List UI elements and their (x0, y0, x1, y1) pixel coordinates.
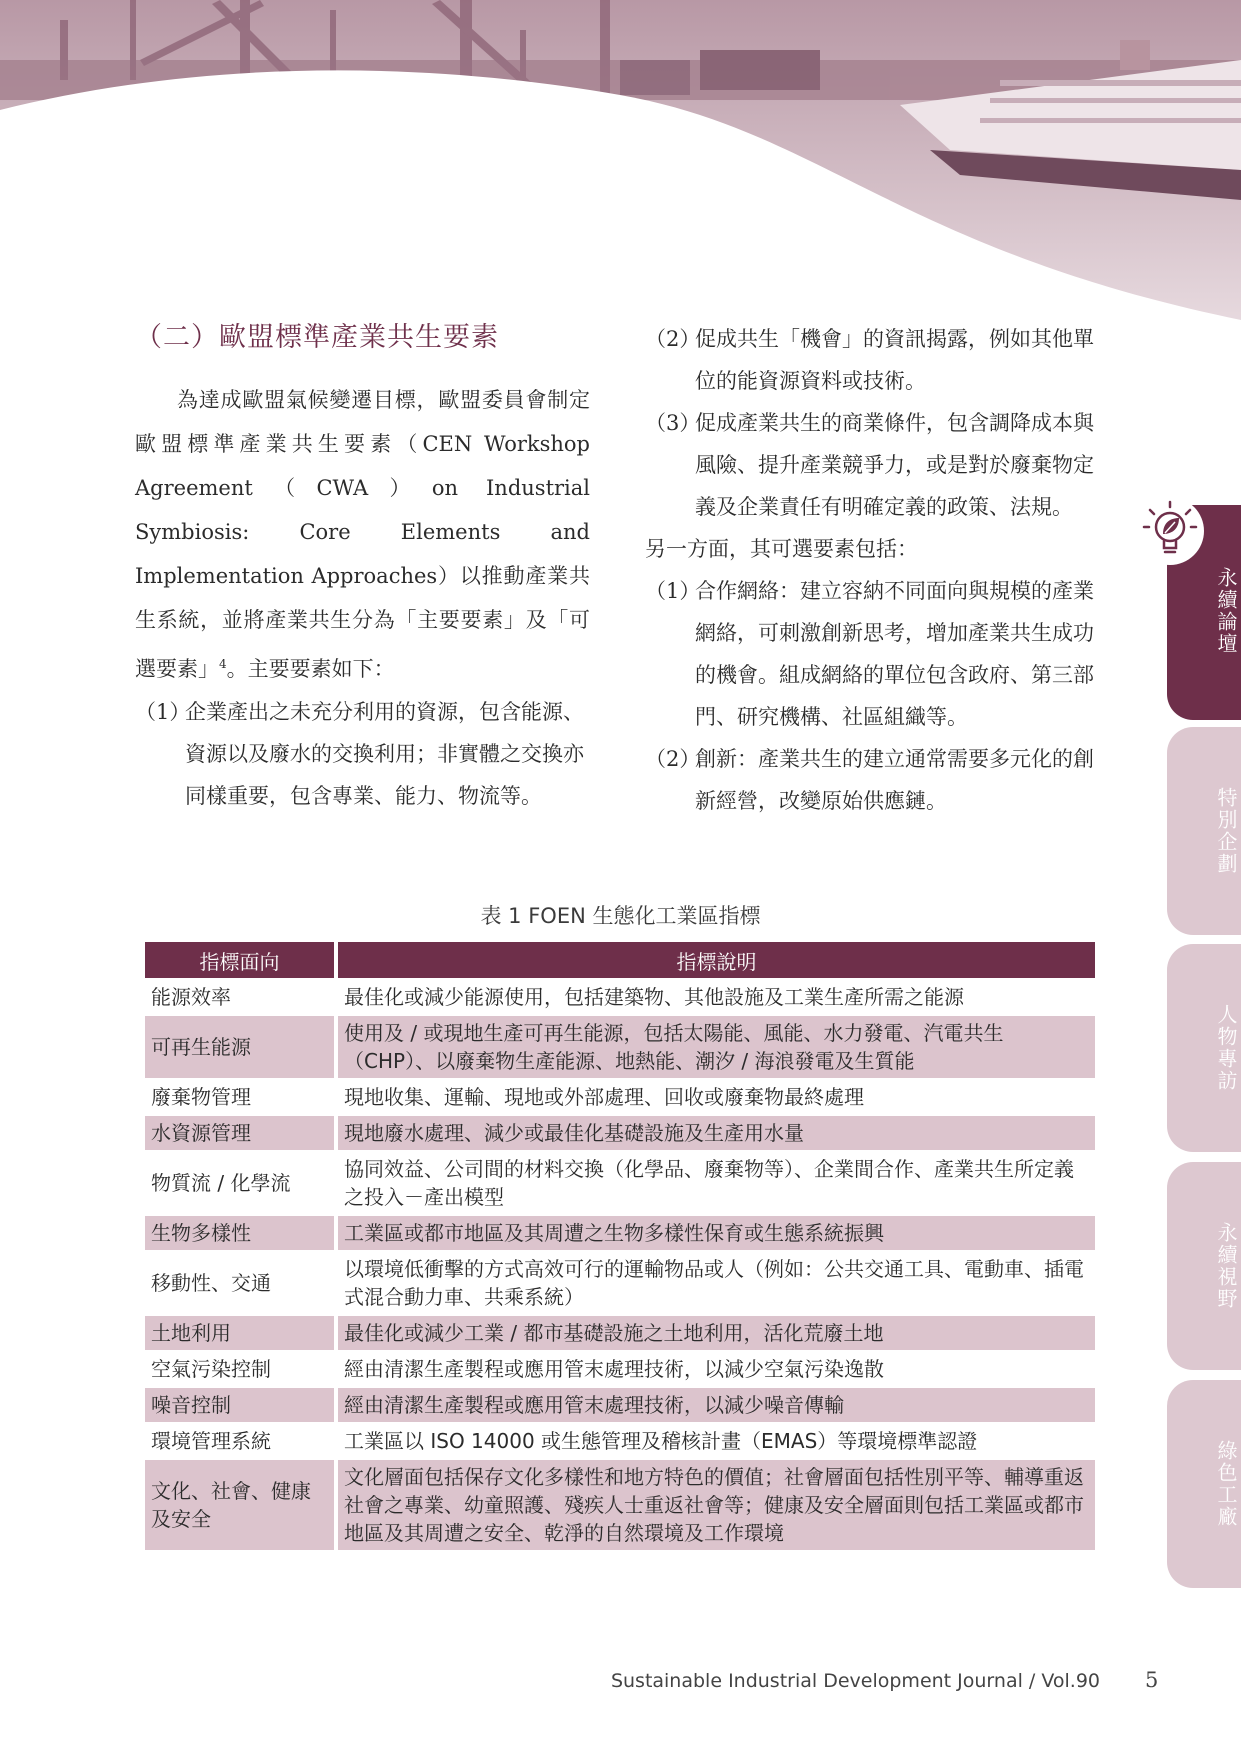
table-row (145, 1352, 1095, 1386)
table-header-description: 指標說明 (338, 942, 1095, 978)
tab-label: 特別企劃 (1214, 787, 1238, 875)
optional-intro: 另一方面，其可選要素包括： (645, 537, 918, 561)
list-item-text: 創新：產業共生的建立通常需要多元化的創新經營，改變原始供應鏈。 (695, 747, 1094, 813)
intro-paragraph (135, 378, 590, 691)
table-row (145, 980, 1095, 1014)
list-item-text: 促成產業共生的商業條件，包含調降成本與風險、提升產業競爭力，或是對於廢棄物定義及企業責任有明確定義的政策、法規。 (695, 411, 1094, 519)
list-item (645, 738, 1105, 822)
list-item-text: 企業產出之未充分利用的資源，包含能源、資源以及廢水的交換利用；非實體之交換亦同樣重要，包含專業、能力、物流等。 (185, 700, 584, 808)
table-header-row (145, 942, 1095, 978)
table-cell-aspect: 空氣污染控制 (145, 1352, 338, 1386)
list-item-text: 促成共生「機會」的資訊揭露，例如其他單位的能資源資料或技術。 (695, 327, 1094, 393)
table-cell-description: 工業區或都市地區及其周遭之生物多樣性保育或生態系統振興 (338, 1216, 1095, 1250)
table-cell-aspect: 可再生能源 (145, 1016, 338, 1078)
table-cell-aspect: 水資源管理 (145, 1116, 338, 1150)
list-item (135, 691, 590, 817)
table-cell-aspect: 廢棄物管理 (145, 1080, 338, 1114)
list-item (645, 570, 1105, 738)
tab-label: 永續視野 (1214, 1222, 1238, 1310)
lightbulb-leaf-icon (1135, 496, 1205, 566)
table-cell-description: 現地收集、運輸、現地或外部處理、回收或廢棄物最終處理 (338, 1080, 1095, 1114)
list-item-number: （1） (135, 700, 191, 724)
tab-interview[interactable] (1167, 944, 1241, 1152)
table-cell-description: 最佳化或減少工業 / 都市基礎設施之土地利用，活化荒廢土地 (338, 1316, 1095, 1350)
table-cell-description: 最佳化或減少能源使用，包括建築物、其他設施及工業生產所需之能源 (338, 980, 1095, 1014)
tab-special-feature[interactable] (1167, 727, 1241, 935)
intro-text: 為達成歐盟氣候變遷目標，歐盟委員會制定歐盟標準產業共生要素（CEN Workshop Agreement（CWA）on Industrial Symbiosis: Core Elements and Implementation Approaches）以推動產業共生系統，並將產業共生分為「主要要素」及「可選要素」 (135, 388, 590, 681)
table-cell-aspect: 移動性、交通 (145, 1252, 338, 1314)
table-cell-aspect: 物質流 / 化學流 (145, 1152, 338, 1214)
list-item-number: （3） (645, 411, 701, 435)
table-row (145, 1016, 1095, 1078)
table-cell-aspect: 環境管理系統 (145, 1424, 338, 1458)
section-heading: （二）歐盟標準產業共生要素 (135, 322, 499, 353)
tab-sustainable-vision[interactable] (1167, 1162, 1241, 1370)
table-header-aspect: 指標面向 (145, 942, 338, 978)
table-row (145, 1388, 1095, 1422)
table-cell-description: 協同效益、公司間的材料交換（化學品、廢棄物等）、企業間合作、產業共生所定義之投入－產出模型 (338, 1152, 1095, 1214)
table-row (145, 1080, 1095, 1114)
table-cell-description: 使用及 / 或現地生產可再生能源，包括太陽能、風能、水力發電、汽電共生（CHP）、以廢棄物生產能源、地熱能、潮汐 / 海浪發電及生質能 (338, 1016, 1095, 1078)
right-column (645, 318, 1105, 822)
table-row (145, 1116, 1095, 1150)
tab-label: 人物專訪 (1214, 1004, 1238, 1092)
footer-journal-title: Sustainable Industrial Development Journal / Vol.90 (610, 1670, 1100, 1692)
list-item-text: 合作網絡：建立容納不同面向與規模的產業網絡，可刺激創新思考，增加產業共生成功的機會。組成網絡的單位包含政府、第三部門、研究機構、社區組織等。 (695, 579, 1094, 729)
list-item-number: （2） (645, 747, 701, 771)
list-item-number: （2） (645, 327, 701, 351)
intro-text-end: 。主要要素如下： (226, 657, 395, 681)
table-caption: 表 1 FOEN 生態化工業區指標 (480, 904, 761, 928)
tab-green-factory[interactable] (1167, 1380, 1241, 1588)
table-cell-description: 工業區以 ISO 14000 或生態管理及稽核計畫（EMAS）等環境標準認證 (338, 1424, 1095, 1458)
table-cell-description: 經由清潔生產製程或應用管末處理技術，以減少噪音傳輸 (338, 1388, 1095, 1422)
table-cell-aspect: 土地利用 (145, 1316, 338, 1350)
table-cell-aspect: 生物多樣性 (145, 1216, 338, 1250)
table-cell-description: 以環境低衝擊的方式高效可行的運輸物品或人（例如：公共交通工具、電動車、插電式混合動力車、共乘系統） (338, 1252, 1095, 1314)
left-column (135, 318, 590, 817)
list-item (645, 318, 1105, 402)
page-number: 5 (1145, 1668, 1159, 1692)
table-row (145, 1216, 1095, 1250)
tab-label: 綠色工廠 (1214, 1440, 1238, 1528)
table-cell-aspect: 能源效率 (145, 980, 338, 1014)
table-row (145, 1316, 1095, 1350)
table-cell-description: 現地廢水處理、減少或最佳化基礎設施及生產用水量 (338, 1116, 1095, 1150)
table-row (145, 1424, 1095, 1458)
list-item-number: （1） (645, 579, 701, 603)
table-row (145, 1252, 1095, 1314)
list-item (645, 402, 1105, 528)
table-cell-description: 文化層面包括保存文化多樣性和地方特色的價值；社會層面包括性別平等、輔導重返社會之專業、幼童照護、殘疾人士重返社會等；健康及安全層面則包括工業區或都市地區及其周遭之安全、乾淨的自然環境及工作環境 (338, 1460, 1095, 1550)
table-cell-aspect: 噪音控制 (145, 1388, 338, 1422)
table-cell-aspect: 文化、社會、健康及安全 (145, 1460, 338, 1550)
table-row (145, 1460, 1095, 1550)
footnote-mark: 4 (219, 657, 227, 671)
table-cell-description: 經由清潔生產製程或應用管末處理技術，以減少空氣污染逸散 (338, 1352, 1095, 1386)
indicator-table (145, 940, 1095, 1552)
header-photo-band (0, 0, 1241, 330)
table-row (145, 1152, 1095, 1214)
tab-label: 永續論壇 (1214, 567, 1238, 655)
